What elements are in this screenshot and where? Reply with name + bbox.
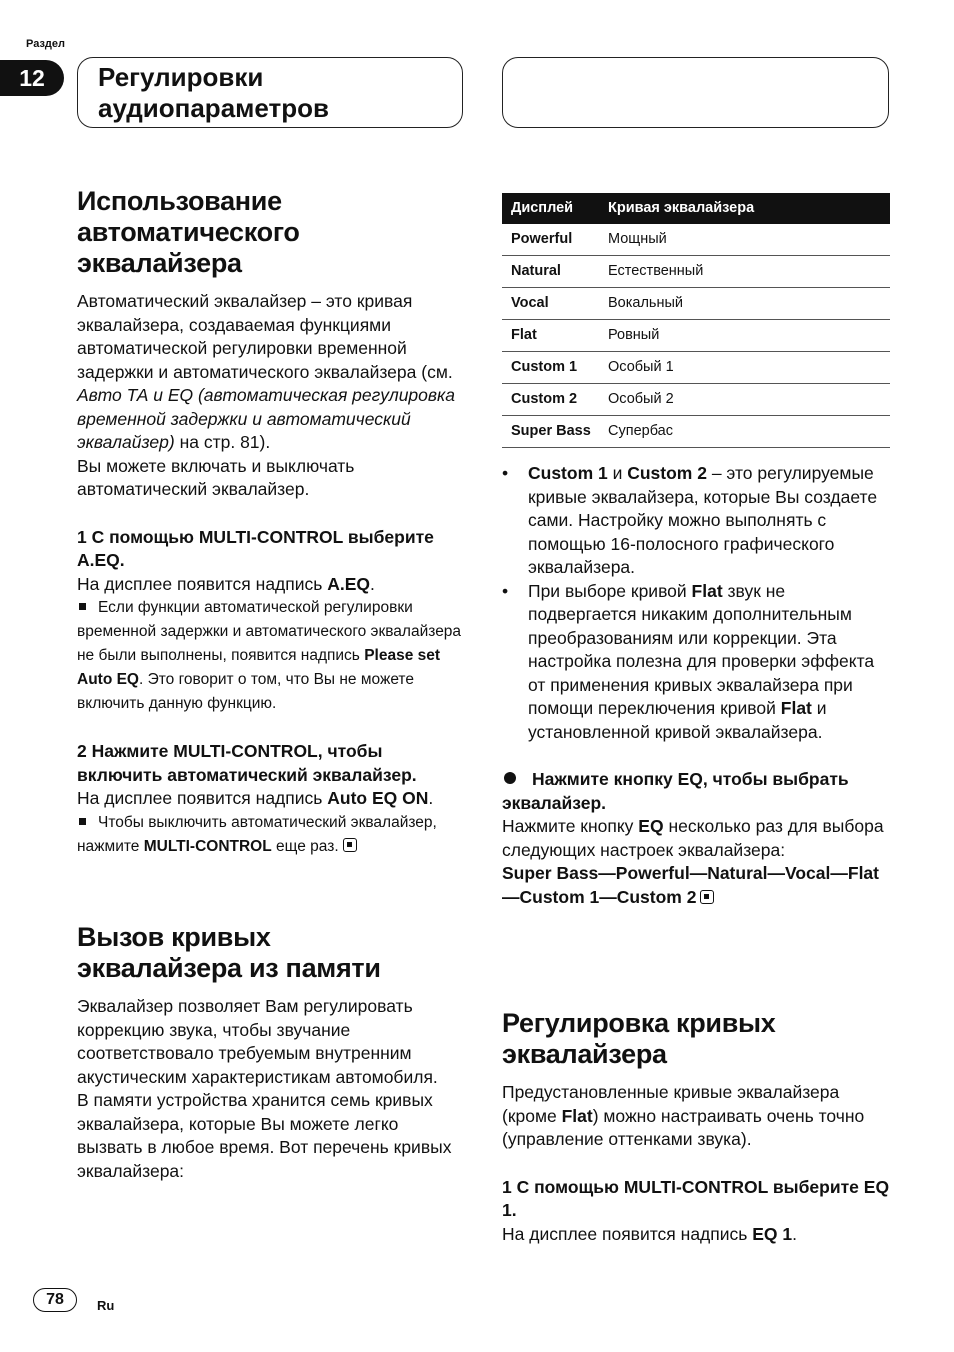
adjust-step1-text-a: На дисплее появится надпись <box>502 1223 753 1244</box>
eq-step-title-text: Нажмите кнопку EQ, чтобы выбрать эквалайзер. <box>502 769 849 813</box>
recall-para2: В памяти устройства хранится семь кривых эквалайзера, которые Вы можете легко вызвать в любое время. Вот перечень кривых эквалайзера: <box>77 1090 452 1181</box>
table-row <box>502 384 890 416</box>
adjust-step1-text <box>502 1223 890 1247</box>
adjust-section <box>502 1008 890 1246</box>
intro-reference: Авто ТА и EQ (автоматическая регулировка временной задержки и автоматический эквалайзер) <box>77 385 456 452</box>
adjust-step1-title: 1 С помощью MULTI-CONTROL выберите EQ 1. <box>502 1176 890 1220</box>
eq-display-cell: Custom 2 <box>502 384 599 416</box>
table-row <box>502 288 890 320</box>
end-mark-icon <box>343 838 357 852</box>
section-number-badge: 12 <box>0 60 64 96</box>
eq-display-cell: Natural <box>502 256 599 288</box>
step2-period: . <box>428 788 434 808</box>
auto-eq-heading <box>77 186 467 279</box>
step1-period: . <box>370 573 375 594</box>
language-label: Ru <box>97 1298 115 1313</box>
intro-page-ref: на стр. 81). <box>174 432 271 452</box>
auto-eq-note2 <box>77 811 467 859</box>
end-mark-icon <box>700 890 714 904</box>
chapter-title-box <box>77 57 463 128</box>
adjust-text-end: ) можно настраивать очень точно (управление оттенками звука). <box>502 1105 865 1149</box>
chapter-title-line2: аудиопараметров <box>98 93 329 123</box>
adjust-heading <box>502 1008 890 1070</box>
eq-notes-list <box>502 462 890 744</box>
step1-text: На дисплее появится надпись <box>77 573 328 594</box>
eq-display-cell: Powerful <box>502 224 599 256</box>
table-header-display: Дисплей <box>502 193 599 224</box>
table-row <box>502 416 890 448</box>
note2-text-end: еще раз. <box>271 837 339 855</box>
eq-curve-cell: Естественный <box>599 256 890 288</box>
custom2-label: Custom 2 <box>627 463 707 483</box>
flat-label-2: Flat <box>780 698 812 718</box>
note1-message: Please set Auto EQ <box>77 647 441 688</box>
table-row <box>502 320 890 352</box>
step2-text: На дисплее появится надпись <box>77 788 328 808</box>
table-row <box>502 256 890 288</box>
adjust-step1-period: . <box>792 1223 798 1244</box>
auto-eq-intro <box>77 290 467 455</box>
adjust-step1-value: EQ 1 <box>752 1223 793 1244</box>
step-dot-icon <box>504 772 516 784</box>
eq-curve-cell: Мощный <box>599 224 890 256</box>
recall-para1: Эквалайзер позволяет Вам регулировать коррекцию звука, чтобы звучание соответствовало требуемым внутренним акустическим характеристикам автомобиля. <box>77 996 438 1087</box>
eq-display-cell: Super Bass <box>502 416 599 448</box>
eq-curve-cell: Ровный <box>599 320 890 352</box>
eq-curve-table <box>502 193 890 448</box>
auto-eq-heading-line2: автоматического эквалайзера <box>77 217 300 278</box>
list-item <box>502 462 890 580</box>
auto-eq-heading-line1: Использование <box>77 186 282 216</box>
step1-display-value: A.EQ <box>327 573 371 594</box>
auto-eq-step1-text <box>77 573 467 597</box>
intro-text: Автоматический эквалайзер – это кривая эквалайзера, создаваемая функциями автоматической регулировки временной задержки и автоматического эквалайзера (см. <box>77 291 453 382</box>
adjust-para <box>502 1081 890 1152</box>
eq-sequence <box>502 862 890 909</box>
eq-step-text: Нажмите кнопку <box>502 816 639 836</box>
recall-heading-line1: Вызов кривых <box>77 922 271 952</box>
table-header-curve: Кривая эквалайзера <box>599 193 890 224</box>
chapter-title-line1: Регулировки <box>98 62 264 92</box>
table-header-row <box>502 193 890 224</box>
note-square-icon <box>79 818 86 825</box>
auto-eq-step2-title: 2 Нажмите MULTI-CONTROL, чтобы включить автоматический эквалайзер. <box>77 741 417 785</box>
eq-curve-cell: Супербас <box>599 416 890 448</box>
adjust-text: Предустановленные кривые эквалайзера (кроме <box>502 1082 840 1126</box>
eq-curve-cell: Вокальный <box>599 288 890 320</box>
eq-display-cell: Vocal <box>502 288 599 320</box>
recall-heading-line2: эквалайзера из памяти <box>77 953 381 983</box>
adjust-flat-label: Flat <box>561 1105 593 1126</box>
bullet1-text: – это регулируемые кривые эквалайзера, которые Вы создаете сами. Настройку можно выполнять с помощью 16-полосного графического эквалайзера. <box>528 463 878 577</box>
eq-display-cell: Flat <box>502 320 599 352</box>
step2-display-value: Auto EQ ON <box>327 788 429 808</box>
eq-step-text-end: несколько раз для выбора следующих настроек эквалайзера: <box>502 816 884 860</box>
table-row <box>502 224 890 256</box>
bullet2-text-mid: звук не подвергается никаким дополнительным преобразованиям или коррекции. Эта настройка полезна для проверки эффекта от применения кривых эквалайзера при помощи переключения кривой <box>528 580 875 718</box>
bullet2-text: При выборе кривой <box>528 580 692 601</box>
eq-curve-cell: Особый 2 <box>599 384 890 416</box>
empty-header-box <box>502 57 889 128</box>
note-square-icon <box>79 603 86 610</box>
eq-select-step-title <box>502 768 890 815</box>
table-row <box>502 352 890 384</box>
left-column <box>77 186 467 859</box>
bullet2-text-end: и установленной кривой эквалайзера. <box>528 698 827 742</box>
eq-curve-cell: Особый 1 <box>599 352 890 384</box>
auto-eq-note1 <box>77 596 467 716</box>
custom1-label: Custom 1 <box>528 463 608 483</box>
right-column <box>502 193 890 909</box>
note1-text-end: . Это говорит о том, что Вы не можете включить данную функцию. <box>77 671 414 712</box>
eq-sequence-text: Super Bass—Powerful—Natural—Vocal—Flat—Custom 1—Custom 2 <box>502 863 879 907</box>
list-item <box>502 580 890 745</box>
page-number: 78 <box>33 1288 77 1312</box>
recall-section <box>77 922 467 1183</box>
note1-text: Если функции автоматической регулировки временной задержки и автоматического эквалайзера не были выполнены, появится надпись <box>77 599 462 664</box>
auto-eq-step1-title: 1 С помощью MULTI-CONTROL выберите A.EQ. <box>77 526 434 570</box>
section-label: Раздел <box>26 38 65 50</box>
auto-eq-step2-text <box>77 787 467 811</box>
note2-button: MULTI-CONTROL <box>143 837 272 855</box>
adjust-heading-line1: Регулировка кривых <box>502 1008 776 1038</box>
eq-display-cell: Custom 1 <box>502 352 599 384</box>
adjust-heading-line2: эквалайзера <box>502 1039 667 1069</box>
eq-button-label: EQ <box>638 816 664 836</box>
auto-eq-intro-2: Вы можете включать и выключать автоматический эквалайзер. <box>77 455 355 499</box>
note2-text: Чтобы выключить автоматический эквалайзер, нажмите <box>77 813 437 855</box>
flat-label: Flat <box>691 580 723 601</box>
eq-select-step-text <box>502 815 890 862</box>
recall-heading <box>77 922 467 984</box>
bullet1-conj: и <box>607 463 628 483</box>
